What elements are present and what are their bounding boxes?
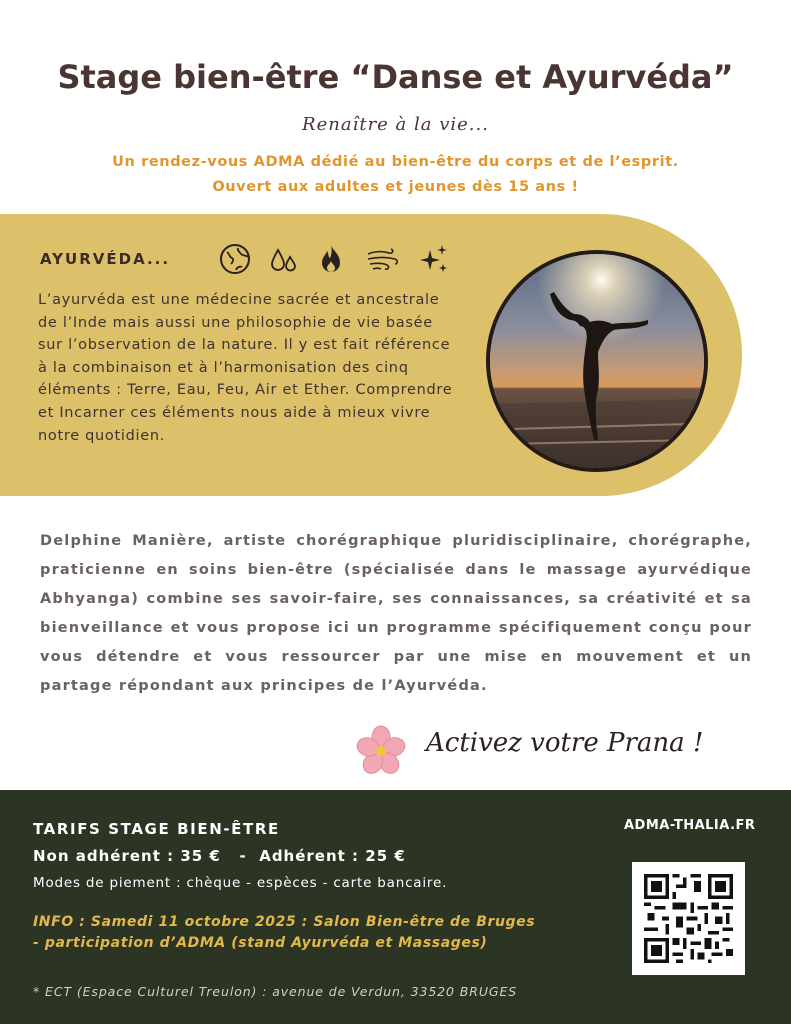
wind-icon: [362, 242, 402, 276]
page-title: Stage bien-être “Danse et Ayurvéda”: [57, 58, 734, 96]
tarif-heading: TARIFS STAGE BIEN-ÊTRE: [33, 820, 280, 838]
fire-icon: [314, 242, 348, 276]
qr-code[interactable]: [632, 862, 745, 975]
info-line-1: INFO : Samedi 11 octobre 2025 : Salon Bien-être de Bruges: [33, 914, 536, 930]
sparkles-icon: [416, 242, 450, 276]
flower-icon: [355, 724, 407, 776]
payment-methods: Modes de piement : chèque - espèces - carte bancaire.: [33, 875, 448, 891]
address-note: * ECT (Espace Culturel Treulon) : avenue de Verdun, 33520 BRUGES: [33, 984, 518, 999]
slogan: Activez votre Prana !: [426, 728, 704, 758]
ayurveda-heading: AYURVÉDA...: [40, 250, 171, 268]
elements-icons: [218, 242, 450, 276]
bio-paragraph: Delphine Manière, artiste chorégraphique pluridisciplinaire, chorégraphe, praticienne en soins bien-être (spécialisée dans le massage ayurvédique Abhyanga) combine ses savoir-faire, ses connaissances, sa créativité et sa bienveillance et vous propose ici un programme spécifiquement conçu pour vous détendre et vous ressourcer par une mise en mouvement et un partage répondant aux principes de l’Ayurvéda.: [40, 533, 752, 694]
price-line: Non adhérent : 35 € - Adhérent : 25 €: [33, 847, 406, 865]
qr-code-icon: [644, 874, 733, 963]
info-line-2: - participation d’ADMA (stand Ayurvéda et Massages): [33, 935, 488, 951]
intro-line-2: Ouvert aux adultes et jeunes dès 15 ans !: [212, 179, 579, 195]
ayurveda-description: L’ayurvéda est une médecine sacrée et ancestrale de l’Inde mais aussi une philosophie de vie basée sur l’observation de la nature. Il y est fait référence à la combinaison et à l’harmonisation des cinq éléments : Terre, Eau, Feu, Air et Ether. Comprendre et Incarner ces éléments nous aide à mieux vivre notre quotidien.: [38, 292, 453, 444]
earth-icon: [218, 242, 252, 276]
dancer-sunset-photo: [486, 250, 708, 472]
website-link[interactable]: ADMA-THALIA.FR: [624, 818, 756, 833]
intro-text: [0, 150, 791, 200]
info-text: [33, 912, 593, 954]
page-subtitle: Renaître à la vie...: [302, 114, 489, 135]
water-drops-icon: [266, 242, 300, 276]
intro-line-1: Un rendez-vous ADMA dédié au bien-être du corps et de l’esprit.: [112, 154, 679, 170]
